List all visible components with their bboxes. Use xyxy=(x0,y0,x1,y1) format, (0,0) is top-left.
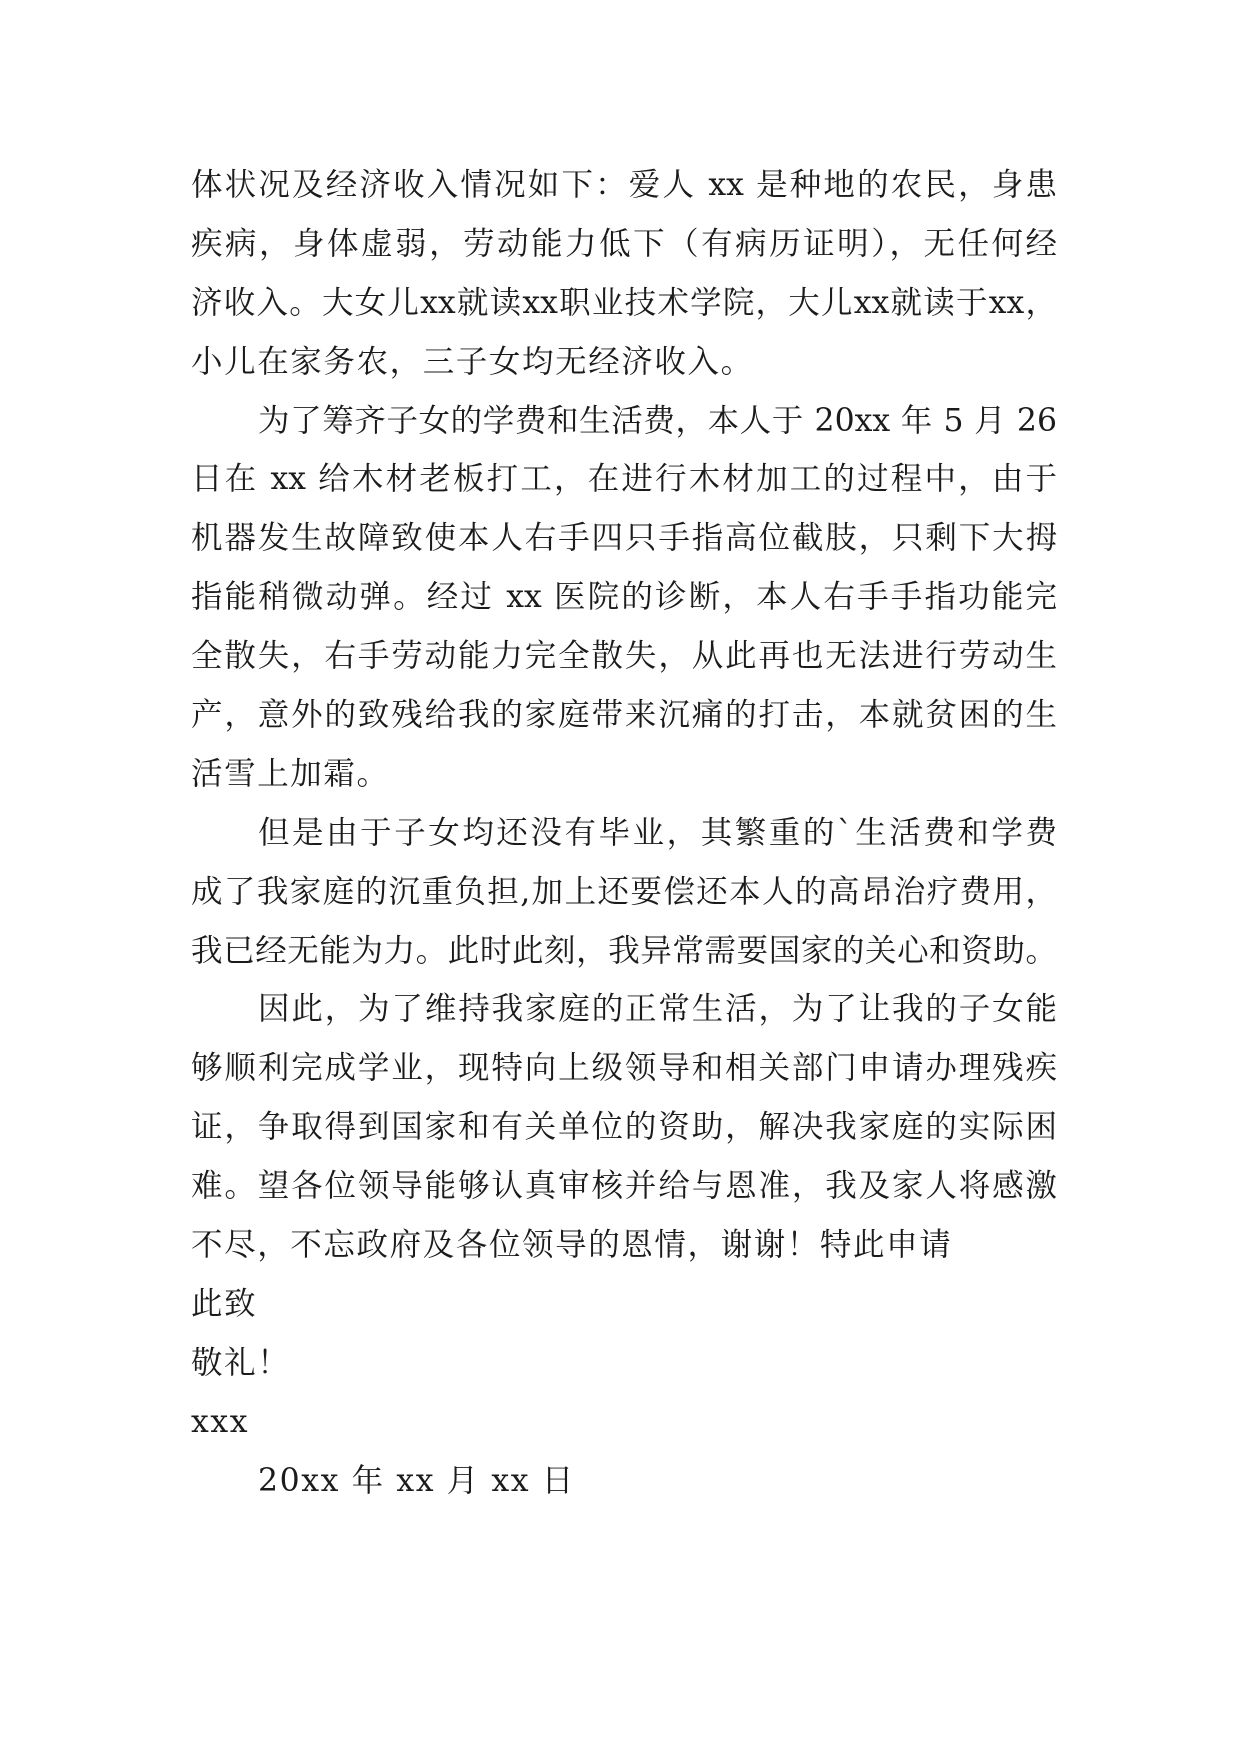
document-body xyxy=(191,156,1057,1510)
paragraph-line: 难。望各位领导能够认真审核并给与恩准，我及家人将感激 xyxy=(191,1168,1057,1205)
paragraph-line: 指能稍微动弹。经过 xx 医院的诊断，本人右手手指功能完 xyxy=(191,579,1057,616)
paragraph-line: 我已经无能为力。此时此刻，我异常需要国家的关心和资助。 xyxy=(191,932,1057,969)
paragraph-line: 济收入。大女儿xx就读xx职业技术学院，大儿xx就读于xx， xyxy=(191,284,1057,321)
paragraph-injury xyxy=(191,392,1057,804)
closing-block xyxy=(191,1275,1057,1511)
paragraph-line: 日在 xx 给木材老板打工，在进行木材加工的过程中，由于 xyxy=(191,461,1057,498)
signature: xxx xyxy=(191,1403,250,1440)
paragraph-line: 疾病，身体虚弱，劳动能力低下（有病历证明），无任何经 xyxy=(191,225,1057,262)
paragraph-line: 但是由于子女均还没有毕业，其繁重的`生活费和学费 xyxy=(258,814,1057,851)
paragraph-line: 全散失，右手劳动能力完全散失，从此再也无法进行劳动生 xyxy=(191,638,1057,675)
paragraph-request xyxy=(191,980,1057,1274)
paragraph-line: 活雪上加霜。 xyxy=(191,755,390,792)
paragraph-line: 因此，为了维持我家庭的正常生活，为了让我的子女能 xyxy=(258,991,1057,1028)
closing-salutation: 此致 xyxy=(191,1285,258,1322)
paragraph-line: 够顺利完成学业，现特向上级领导和相关部门申请办理残疾 xyxy=(191,1050,1057,1087)
date: 20xx 年 xx 月 xx 日 xyxy=(258,1462,575,1499)
paragraph-burden xyxy=(191,804,1057,981)
paragraph-line: 为了筹齐子女的学费和生活费，本人于 20xx 年 5 月 26 xyxy=(258,402,1057,439)
closing-regards: 敬礼！ xyxy=(191,1344,291,1381)
paragraph-line: 不尽，不忘政府及各位领导的恩情，谢谢！特此申请 xyxy=(191,1227,953,1264)
paragraph-line: 小儿在家务农，三子女均无经济收入。 xyxy=(191,343,754,380)
paragraph-line: 证，争取得到国家和有关单位的资助，解决我家庭的实际困 xyxy=(191,1109,1057,1146)
paragraph-line: 产，意外的致残给我的家庭带来沉痛的打击，本就贫困的生 xyxy=(191,697,1057,734)
paragraph-line: 机器发生故障致使本人右手四只手指高位截肢，只剩下大拇 xyxy=(191,520,1057,557)
paragraph-line: 成了我家庭的沉重负担,加上还要偿还本人的高昂治疗费用， xyxy=(191,873,1057,910)
paragraph-line: 体状况及经济收入情况如下：爱人 xx 是种地的农民，身患 xyxy=(191,167,1057,203)
paragraph-family-situation xyxy=(191,156,1057,392)
